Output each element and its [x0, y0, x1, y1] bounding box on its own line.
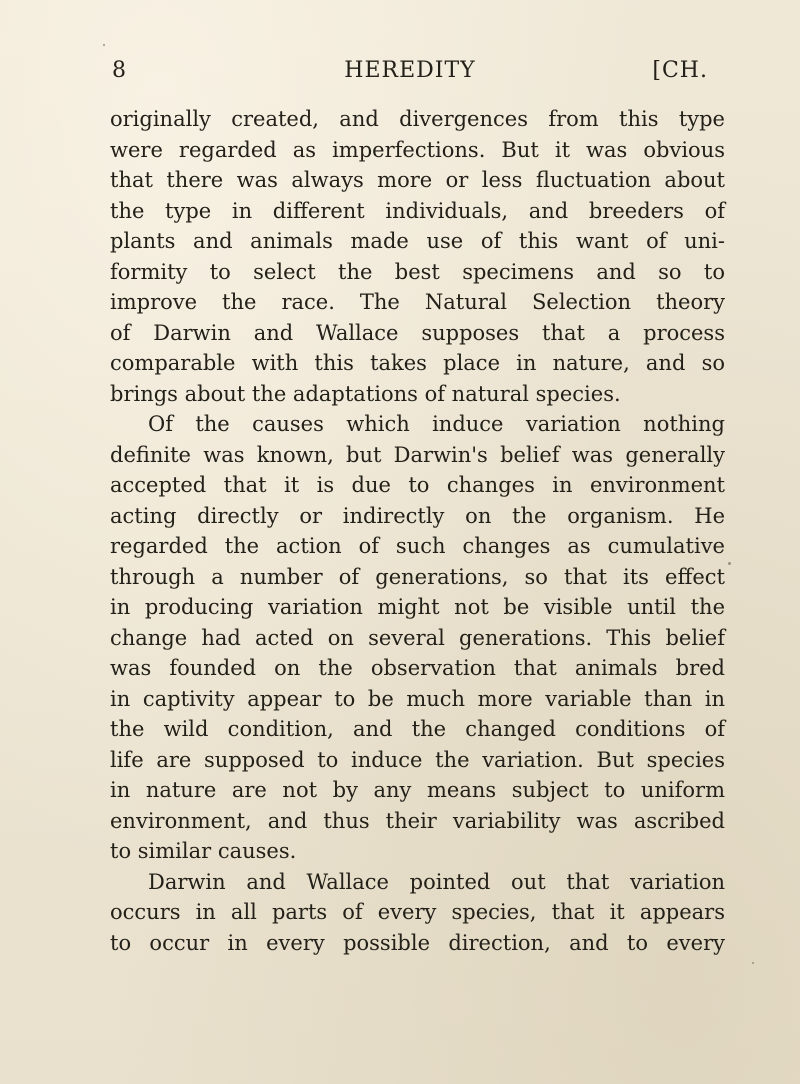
- paragraph-2: [110, 409, 725, 867]
- text-line: regarded the action of such changes as cumulative: [110, 534, 725, 558]
- text-line: environment, and thus their variability was ascribed: [110, 808, 725, 833]
- text-line: in captivity appear to be much more variable than in: [110, 686, 725, 711]
- text-line: life are supposed to induce the variation. But species: [110, 747, 725, 772]
- text-line: through a number of generations, so that its effect: [110, 564, 725, 589]
- paper-speck: [728, 562, 731, 565]
- text-line: of Darwin and Wallace supposes that a process: [110, 320, 725, 345]
- text-line: improve the race. The Natural Selection theory: [110, 290, 725, 314]
- text-line: the type in different individuals, and breeders of: [110, 198, 725, 223]
- text-line: to occur in every possible direction, and to every: [110, 930, 725, 955]
- paragraph-3: [110, 867, 725, 959]
- text-line: that there was always more or less fluctuation about: [110, 168, 725, 192]
- text-line: comparable with this takes place in nature, and so: [110, 351, 725, 375]
- text-line: were regarded as imperfections. But it was obvious: [110, 137, 725, 162]
- paper-speck: [752, 962, 754, 964]
- text-line: originally created, and divergences from this type: [110, 107, 725, 131]
- text-line: change had acted on several generations. This belief: [110, 625, 725, 650]
- text-line: in producing variation might not be visible until the: [110, 595, 725, 619]
- text-line: brings about the adaptations of natural species.: [110, 381, 621, 406]
- text-line: formity to select the best specimens and so to: [110, 259, 725, 284]
- text-line: was founded on the observation that animals bred: [110, 656, 725, 680]
- page-number: 8: [112, 58, 127, 83]
- text-line: definite was known, but Darwin's belief was generally: [110, 442, 725, 467]
- text-line: Darwin and Wallace pointed out that variation: [148, 869, 725, 894]
- text-line: Of the causes which induce variation nothing: [148, 412, 725, 436]
- paper-speck: [103, 44, 105, 46]
- running-head: [112, 58, 708, 88]
- chapter-mark: [CH.: [652, 58, 708, 83]
- text-line: plants and animals made use of this want of uni-: [110, 229, 725, 253]
- text-line: occurs in all parts of every species, that it appears: [110, 900, 725, 924]
- text-line: acting directly or indirectly on the organism. He: [110, 503, 725, 528]
- paragraph-1: [110, 104, 725, 409]
- body-text: [110, 104, 725, 958]
- text-line: the wild condition, and the changed conditions of: [110, 717, 725, 741]
- text-line: in nature are not by any means subject to uniform: [110, 778, 725, 802]
- text-line: to similar causes.: [110, 839, 297, 863]
- running-title: HEREDITY: [344, 58, 476, 83]
- text-line: accepted that it is due to changes in environment: [110, 473, 725, 497]
